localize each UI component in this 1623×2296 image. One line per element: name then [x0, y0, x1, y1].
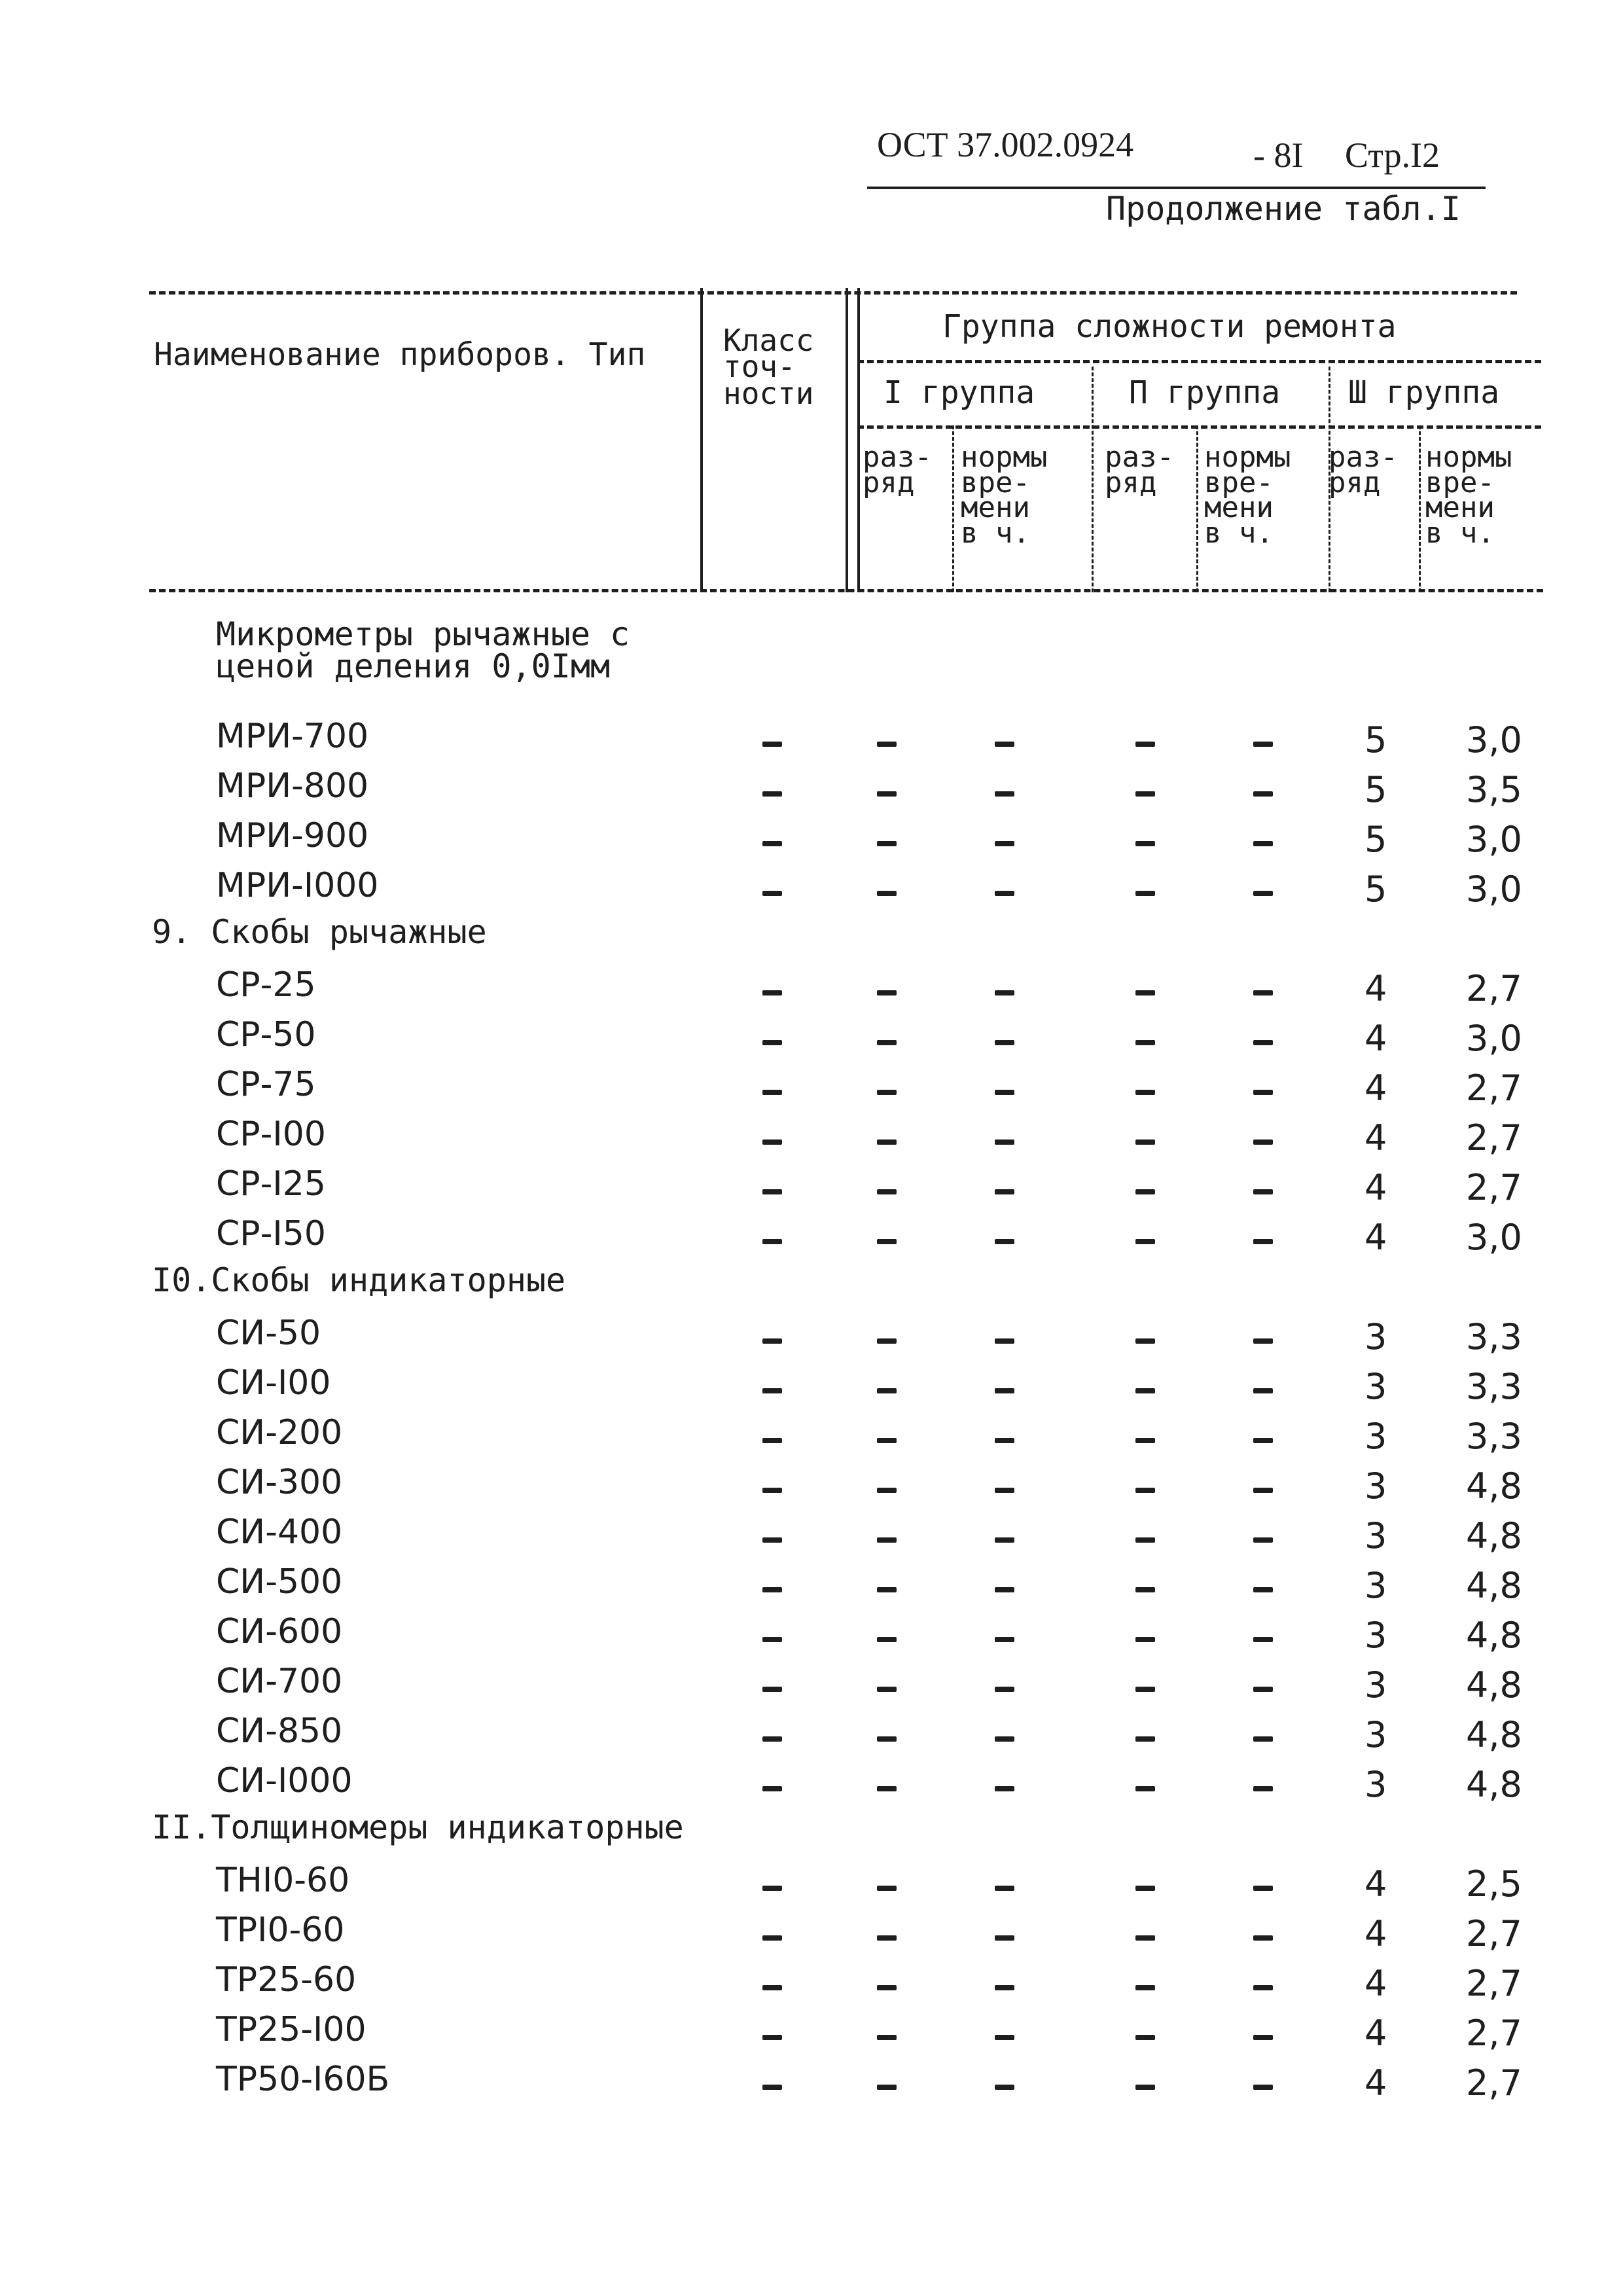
empty-value-dash — [1253, 1090, 1273, 1095]
empty-value-dash — [995, 1338, 1014, 1344]
empty-value-dash — [877, 1189, 897, 1194]
group3-grade: 3 — [1364, 1565, 1387, 1606]
empty-value-dash — [995, 1488, 1014, 1493]
empty-value-dash — [1135, 1736, 1155, 1742]
header-grade-1: раз- ряд — [863, 440, 932, 499]
group3-norm-hours: 2,7 — [1466, 1067, 1522, 1109]
empty-value-dash — [1253, 1886, 1273, 1891]
empty-value-dash — [877, 1587, 897, 1592]
empty-value-dash — [1135, 1090, 1155, 1095]
group3-norm-hours: 2,7 — [1466, 1117, 1522, 1158]
empty-value-dash — [1253, 891, 1273, 896]
instrument-type: СР-75 — [216, 1065, 316, 1104]
empty-value-dash — [1253, 1139, 1273, 1145]
group3-grade: 5 — [1364, 869, 1387, 910]
group3-grade: 4 — [1364, 1167, 1387, 1208]
empty-value-dash — [1135, 1935, 1155, 1941]
empty-value-dash — [1253, 1786, 1273, 1791]
section-title: 9. Скобы рычажные — [152, 913, 487, 951]
empty-value-dash — [995, 1587, 1014, 1592]
group3-grade: 3 — [1364, 1316, 1387, 1357]
empty-value-dash — [995, 990, 1014, 996]
instrument-type: ТР25-60 — [216, 1960, 357, 2000]
empty-value-dash — [762, 1239, 782, 1244]
instrument-type: СИ-600 — [216, 1612, 343, 1651]
empty-value-dash — [1253, 791, 1273, 797]
instrument-type: ТНI0-60 — [216, 1861, 350, 1900]
group3-grade: 4 — [1364, 1963, 1387, 2004]
empty-value-dash — [877, 1488, 897, 1493]
empty-value-dash — [1135, 1438, 1155, 1443]
sub-divider-1 — [952, 425, 954, 592]
empty-value-dash — [877, 891, 897, 896]
empty-value-dash — [1253, 1338, 1273, 1344]
empty-value-dash — [1253, 1985, 1273, 1990]
group3-grade: 5 — [1364, 719, 1387, 761]
group3-norm-hours: 4,8 — [1466, 1714, 1522, 1755]
empty-value-dash — [762, 1886, 782, 1891]
group3-grade: 4 — [1364, 1913, 1387, 1954]
empty-value-dash — [1135, 742, 1155, 747]
header-norms-3: нормы вре- мени в ч. — [1425, 440, 1512, 550]
empty-value-dash — [762, 1935, 782, 1941]
group3-grade: 3 — [1364, 1416, 1387, 1457]
section-title: I0.Скобы индикаторные — [152, 1261, 566, 1299]
empty-value-dash — [1253, 2035, 1273, 2040]
empty-value-dash — [877, 1736, 897, 1742]
instrument-type: СИ-I00 — [216, 1363, 331, 1403]
header-norms-1: нормы вре- мени в ч. — [961, 440, 1048, 550]
empty-value-dash — [762, 1090, 782, 1095]
group3-grade: 3 — [1364, 1366, 1387, 1407]
empty-value-dash — [877, 841, 897, 846]
empty-value-dash — [877, 1090, 897, 1095]
group-divider-1 — [1092, 367, 1094, 592]
empty-value-dash — [995, 891, 1014, 896]
group3-norm-hours: 2,7 — [1466, 2062, 1522, 2104]
empty-value-dash — [1135, 1786, 1155, 1791]
header-divider-1 — [700, 288, 703, 592]
empty-value-dash — [762, 1338, 782, 1344]
group3-norm-hours: 3,3 — [1466, 1366, 1522, 1407]
empty-value-dash — [762, 1587, 782, 1592]
empty-value-dash — [762, 1786, 782, 1791]
header-class: Класс точ- ности — [723, 323, 814, 411]
empty-value-dash — [877, 1139, 897, 1145]
header-grade-2: раз- ряд — [1105, 440, 1174, 499]
empty-value-dash — [877, 742, 897, 747]
empty-value-dash — [1135, 990, 1155, 996]
empty-value-dash — [762, 1687, 782, 1692]
empty-value-dash — [762, 1537, 782, 1543]
empty-value-dash — [877, 1886, 897, 1891]
table-caption: Продолжение табл.I — [1106, 190, 1461, 228]
group3-grade: 3 — [1364, 1515, 1387, 1556]
group3-grade: 4 — [1364, 2062, 1387, 2104]
group3-norm-hours: 3,3 — [1466, 1316, 1522, 1357]
header-divider-3 — [857, 288, 860, 592]
group3-norm-hours: 4,8 — [1466, 1515, 1522, 1556]
header-name: Наименование приборов. Тип — [154, 336, 646, 373]
empty-value-dash — [995, 1537, 1014, 1543]
empty-value-dash — [762, 990, 782, 996]
group3-grade: 3 — [1364, 1764, 1387, 1805]
instrument-type: ТР50-I60Б — [216, 2060, 390, 2099]
empty-value-dash — [1135, 1388, 1155, 1393]
empty-value-dash — [762, 1388, 782, 1393]
header-group-dashline — [857, 360, 1541, 363]
group3-grade: 4 — [1364, 1067, 1387, 1109]
sub-divider-2 — [1196, 425, 1198, 592]
group3-grade: 4 — [1364, 1117, 1387, 1158]
instrument-type: СР-I50 — [216, 1214, 326, 1253]
empty-value-dash — [877, 2085, 897, 2090]
group3-norm-hours: 2,5 — [1466, 1863, 1522, 1905]
instrument-type: ТР25-I00 — [216, 2010, 366, 2049]
instrument-type: ТРI0-60 — [216, 1910, 345, 1950]
group3-grade: 3 — [1364, 1714, 1387, 1755]
empty-value-dash — [995, 1736, 1014, 1742]
group3-norm-hours: 2,7 — [1466, 1963, 1522, 2004]
empty-value-dash — [995, 841, 1014, 846]
group3-norm-hours: 4,8 — [1466, 1465, 1522, 1507]
empty-value-dash — [762, 1985, 782, 1990]
group3-grade: 3 — [1364, 1465, 1387, 1507]
empty-value-dash — [877, 2035, 897, 2040]
header-norms-2: нормы вре- мени в ч. — [1204, 440, 1291, 550]
instrument-type: СИ-200 — [216, 1413, 343, 1452]
empty-value-dash — [1135, 1587, 1155, 1592]
empty-value-dash — [1135, 841, 1155, 846]
empty-value-dash — [995, 1139, 1014, 1145]
empty-value-dash — [1253, 1438, 1273, 1443]
empty-value-dash — [877, 1935, 897, 1941]
group3-norm-hours: 3,3 — [1466, 1416, 1522, 1457]
empty-value-dash — [1253, 1189, 1273, 1194]
empty-value-dash — [1253, 1935, 1273, 1941]
empty-value-dash — [877, 1239, 897, 1244]
empty-value-dash — [995, 2035, 1014, 2040]
empty-value-dash — [1135, 2035, 1155, 2040]
empty-value-dash — [1253, 1388, 1273, 1393]
empty-value-dash — [877, 1388, 897, 1393]
section-title: II.Толщиномеры индикаторные — [152, 1808, 684, 1846]
empty-value-dash — [995, 1239, 1014, 1244]
group3-norm-hours: 3,0 — [1466, 819, 1522, 860]
empty-value-dash — [1135, 1637, 1155, 1642]
instrument-type: МРИ-I000 — [216, 866, 379, 905]
header-group-1: I группа — [883, 374, 1035, 411]
empty-value-dash — [1253, 742, 1273, 747]
empty-value-dash — [1253, 990, 1273, 996]
empty-value-dash — [1253, 1587, 1273, 1592]
empty-value-dash — [995, 1985, 1014, 1990]
empty-value-dash — [1135, 791, 1155, 797]
empty-value-dash — [762, 1637, 782, 1642]
empty-value-dash — [995, 1637, 1014, 1642]
group3-norm-hours: 3,0 — [1466, 1018, 1522, 1059]
instrument-type: СИ-400 — [216, 1513, 343, 1552]
instrument-type: СИ-I000 — [216, 1761, 353, 1801]
group3-grade: 4 — [1364, 1863, 1387, 1905]
group3-norm-hours: 4,8 — [1466, 1565, 1522, 1606]
instrument-type: СИ-300 — [216, 1463, 343, 1502]
empty-value-dash — [995, 1687, 1014, 1692]
header-sub-dashline — [857, 425, 1541, 429]
empty-value-dash — [995, 1090, 1014, 1095]
empty-value-dash — [995, 1040, 1014, 1045]
empty-value-dash — [877, 791, 897, 797]
empty-value-dash — [877, 1338, 897, 1344]
document-year: - 8I — [1253, 135, 1304, 175]
empty-value-dash — [762, 1040, 782, 1045]
header-divider-2 — [846, 288, 848, 592]
empty-value-dash — [1135, 1139, 1155, 1145]
header-top-dashline — [149, 291, 1517, 295]
empty-value-dash — [877, 1786, 897, 1791]
instrument-type: СР-50 — [216, 1015, 316, 1054]
instrument-type: МРИ-900 — [216, 816, 369, 855]
header-group-2: П группа — [1129, 374, 1281, 411]
group3-grade: 4 — [1364, 1018, 1387, 1059]
empty-value-dash — [995, 1388, 1014, 1393]
empty-value-dash — [1253, 1488, 1273, 1493]
instrument-type: СР-I00 — [216, 1115, 326, 1154]
empty-value-dash — [762, 1139, 782, 1145]
empty-value-dash — [877, 1985, 897, 1990]
empty-value-dash — [1135, 1488, 1155, 1493]
empty-value-dash — [877, 1040, 897, 1045]
empty-value-dash — [995, 1438, 1014, 1443]
header-rule — [867, 187, 1486, 189]
empty-value-dash — [1253, 2085, 1273, 2090]
subtitle-micrometers: Микрометры рычажные с ценой деления 0,0Iмм — [216, 615, 630, 685]
empty-value-dash — [762, 742, 782, 747]
instrument-type: СР-25 — [216, 965, 316, 1005]
empty-value-dash — [1135, 2085, 1155, 2090]
group3-norm-hours: 3,0 — [1466, 869, 1522, 910]
instrument-type: СР-I25 — [216, 1164, 326, 1204]
group3-norm-hours: 4,8 — [1466, 1615, 1522, 1656]
empty-value-dash — [762, 2035, 782, 2040]
empty-value-dash — [762, 1736, 782, 1742]
instrument-type: СИ-850 — [216, 1712, 343, 1751]
page-number: Стр.I2 — [1345, 135, 1440, 175]
empty-value-dash — [995, 1886, 1014, 1891]
group3-grade: 5 — [1364, 769, 1387, 810]
empty-value-dash — [1135, 1338, 1155, 1344]
group3-norm-hours: 3,0 — [1466, 719, 1522, 761]
empty-value-dash — [995, 742, 1014, 747]
empty-value-dash — [1135, 1985, 1155, 1990]
empty-value-dash — [995, 791, 1014, 797]
instrument-type: СИ-50 — [216, 1314, 321, 1353]
empty-value-dash — [995, 1935, 1014, 1941]
empty-value-dash — [877, 1537, 897, 1543]
empty-value-dash — [1135, 1886, 1155, 1891]
empty-value-dash — [762, 1438, 782, 1443]
empty-value-dash — [1135, 1189, 1155, 1194]
group3-grade: 4 — [1364, 968, 1387, 1009]
empty-value-dash — [762, 1189, 782, 1194]
empty-value-dash — [762, 1488, 782, 1493]
empty-value-dash — [1253, 841, 1273, 846]
empty-value-dash — [1253, 1537, 1273, 1543]
group3-grade: 5 — [1364, 819, 1387, 860]
group3-grade: 3 — [1364, 1615, 1387, 1656]
group3-norm-hours: 2,7 — [1466, 1913, 1522, 1954]
empty-value-dash — [762, 841, 782, 846]
empty-value-dash — [1253, 1040, 1273, 1045]
document-code: ОСТ 37.002.0924 — [877, 125, 1134, 164]
instrument-type: СИ-700 — [216, 1662, 343, 1701]
group3-norm-hours: 2,7 — [1466, 2013, 1522, 2054]
empty-value-dash — [877, 1687, 897, 1692]
empty-value-dash — [1253, 1637, 1273, 1642]
empty-value-dash — [995, 1189, 1014, 1194]
instrument-type: СИ-500 — [216, 1562, 343, 1602]
empty-value-dash — [995, 2085, 1014, 2090]
empty-value-dash — [1253, 1736, 1273, 1742]
group3-grade: 3 — [1364, 1664, 1387, 1706]
empty-value-dash — [762, 891, 782, 896]
empty-value-dash — [762, 2085, 782, 2090]
empty-value-dash — [1135, 1040, 1155, 1045]
empty-value-dash — [1253, 1239, 1273, 1244]
empty-value-dash — [762, 791, 782, 797]
empty-value-dash — [1135, 1239, 1155, 1244]
header-group-3: Ш группа — [1348, 374, 1500, 411]
group3-norm-hours: 4,8 — [1466, 1764, 1522, 1805]
group3-norm-hours: 3,5 — [1466, 769, 1522, 810]
header-grade-3: раз- ряд — [1329, 440, 1398, 499]
empty-value-dash — [1135, 891, 1155, 896]
group3-grade: 4 — [1364, 2013, 1387, 2054]
empty-value-dash — [877, 1637, 897, 1642]
empty-value-dash — [877, 990, 897, 996]
header-group-title: Группа сложности ремонта — [942, 308, 1397, 345]
group3-norm-hours: 4,8 — [1466, 1664, 1522, 1706]
empty-value-dash — [1135, 1537, 1155, 1543]
empty-value-dash — [1135, 1687, 1155, 1692]
empty-value-dash — [877, 1438, 897, 1443]
group3-norm-hours: 3,0 — [1466, 1217, 1522, 1258]
instrument-type: МРИ-800 — [216, 766, 369, 806]
instrument-type: МРИ-700 — [216, 717, 369, 756]
empty-value-dash — [1253, 1687, 1273, 1692]
empty-value-dash — [995, 1786, 1014, 1791]
group3-grade: 4 — [1364, 1217, 1387, 1258]
sub-divider-3 — [1419, 425, 1421, 592]
group3-norm-hours: 2,7 — [1466, 968, 1522, 1009]
group3-norm-hours: 2,7 — [1466, 1167, 1522, 1208]
